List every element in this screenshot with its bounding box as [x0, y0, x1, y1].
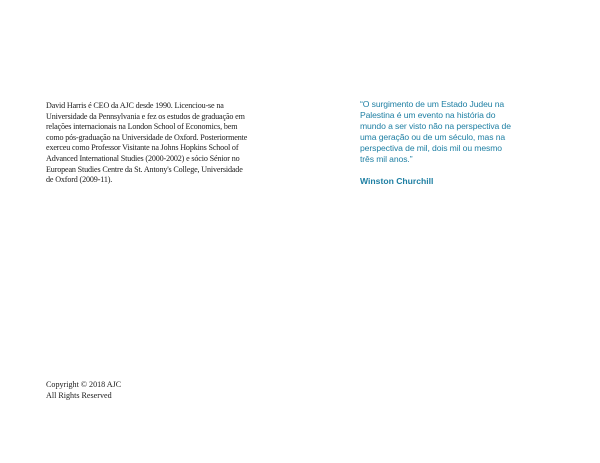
copyright-line: Copyright © 2018 AJC: [46, 380, 122, 389]
rights-line: All Rights Reserved: [46, 390, 112, 400]
bio-line: European Studies Centre da St. Antony's College, Universidade: [46, 164, 243, 174]
quote-line: uma geração ou de um século, mas na: [360, 131, 506, 142]
epigraph-quote: [360, 99, 560, 164]
bio-line: de Oxford (2009-11).: [46, 175, 113, 185]
bio-line: David Harris é CEO da AJC desde 1990. Licenciou-se na: [46, 101, 224, 110]
quote-line: “O surgimento de um Estado Judeu na: [360, 99, 505, 109]
bio-line: Universidade da Pennsylvania e fez os estudos de graduação em: [46, 111, 245, 121]
copyright-notice: [46, 380, 246, 401]
quote-line: perspectiva de mil, dois mil ou mesmo: [360, 142, 502, 153]
quote-line: Palestina é um evento na história do: [360, 109, 496, 120]
quote-author: Winston Churchill: [360, 176, 434, 186]
quote-line: três mil anos.”: [360, 153, 413, 164]
bio-line: exerceu como Professor Visitante na Johns Hopkins School of: [46, 143, 239, 153]
author-bio: [46, 101, 278, 186]
right-page: [300, 0, 600, 463]
bio-line: como pós-graduação na Universidade de Oxford. Posteriormente: [46, 132, 248, 142]
quote-line: mundo a ser visto não na perspectiva de: [360, 120, 511, 131]
bio-line: relações internacionais na London School of Economics, bem: [46, 122, 238, 132]
bio-line: Advanced International Studies (2000-2002) e sócio Sénior no: [46, 153, 240, 163]
